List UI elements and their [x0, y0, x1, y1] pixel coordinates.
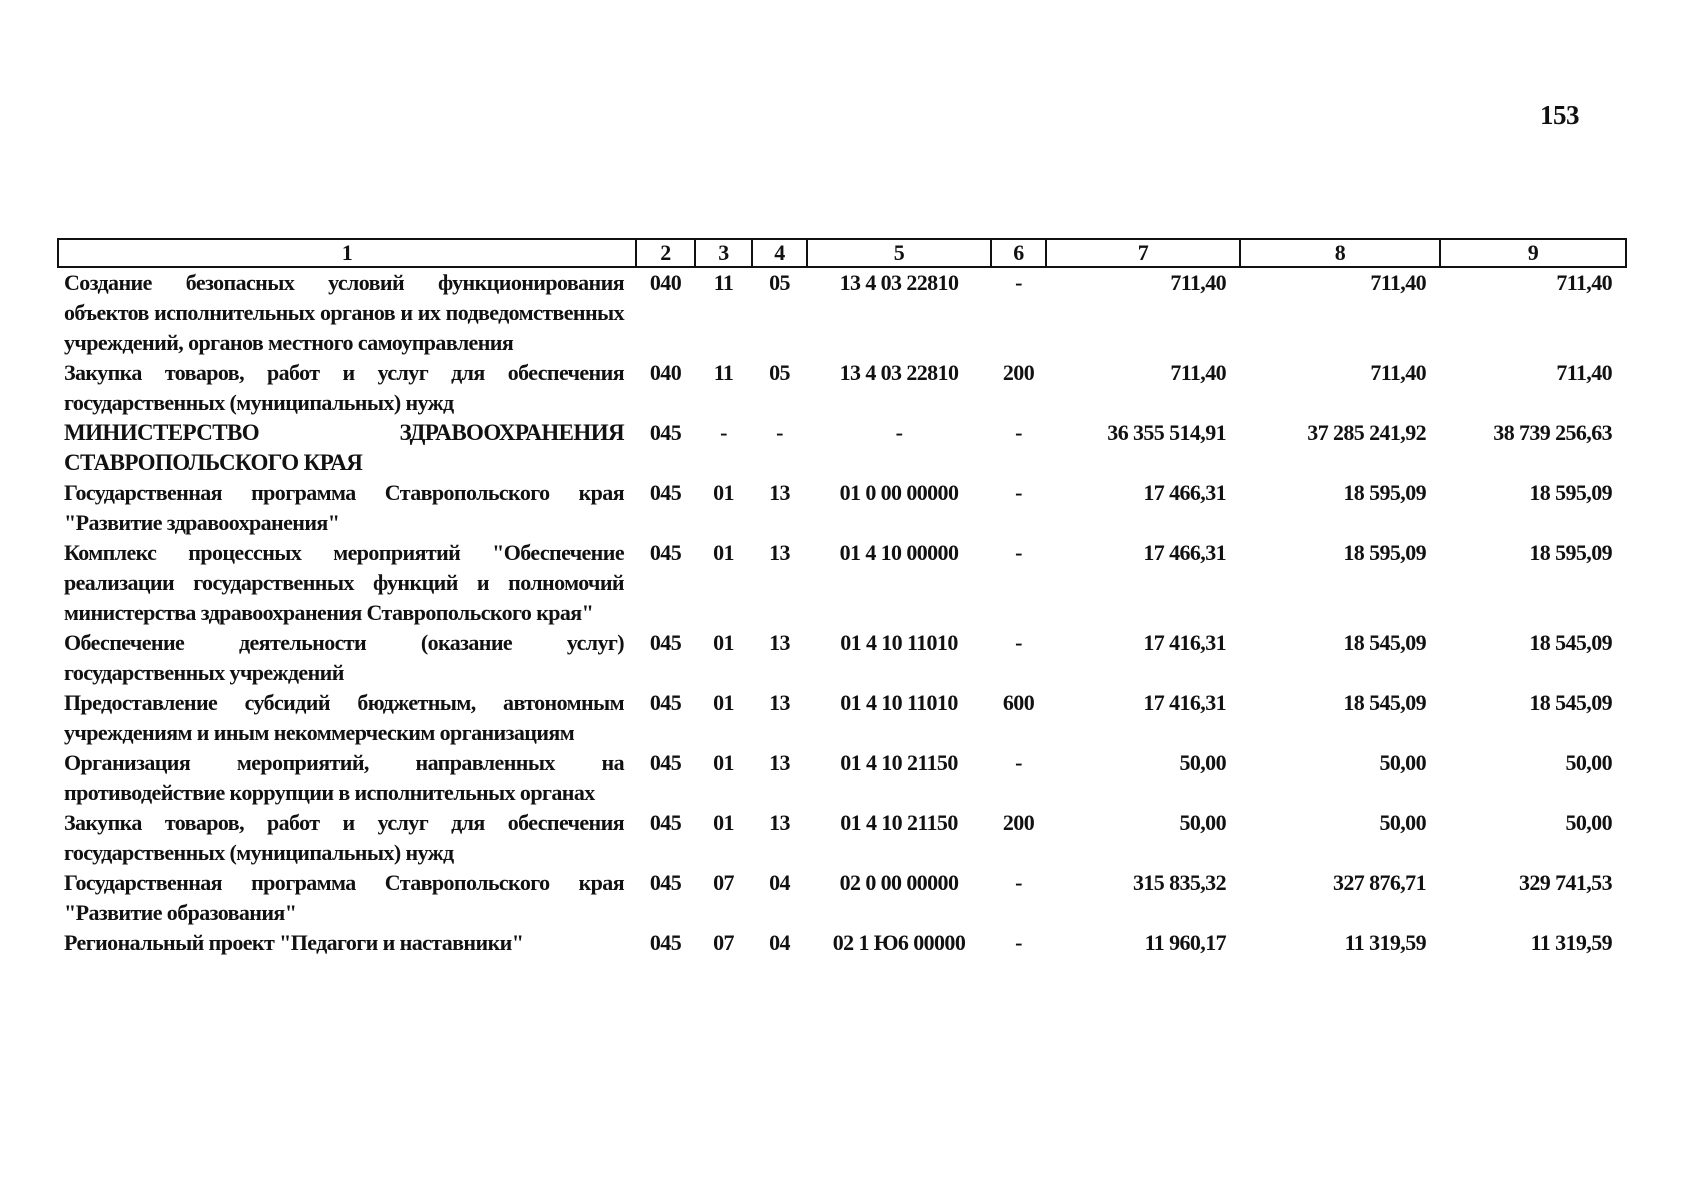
row-name: Государственная программа Ставропольского края "Развитие здравоохранения": [64, 480, 624, 535]
row-col-6: -: [1015, 540, 1022, 565]
row-col-4: 13: [769, 810, 790, 835]
row-col-5: 01 4 10 00000: [839, 540, 959, 565]
row-col-3: 01: [713, 810, 734, 835]
row-col-3: 01: [713, 540, 734, 565]
row-col-8: 50,00: [1379, 810, 1426, 835]
row-col-9: 18 545,09: [1529, 690, 1612, 715]
row-col-7: 50,00: [1179, 750, 1226, 775]
row-col-7: 17 466,31: [1143, 480, 1226, 505]
row-name: Закупка товаров, работ и услуг для обеспечения государственных (муниципальных) нужд: [64, 810, 624, 865]
row-col-2: 045: [649, 750, 682, 775]
table-row: [58, 928, 1626, 958]
table-row: [58, 418, 1626, 478]
row-col-5: 01 0 00 00000: [839, 480, 959, 505]
row-col-7: 17 416,31: [1143, 630, 1226, 655]
table-body: [58, 267, 1626, 958]
row-name: Комплекс процессных мероприятий "Обеспечение реализации государственных функций и полномочий министерства здравоохранения Ставропольского края": [64, 540, 624, 625]
header-col-3: 3: [695, 239, 752, 267]
row-col-6: 600: [1002, 690, 1035, 715]
table-header: [58, 239, 1626, 267]
row-col-7: 711,40: [1170, 270, 1226, 295]
row-col-3: 07: [713, 870, 734, 895]
row-col-5: 01 4 10 11010: [840, 630, 958, 655]
table-row: [58, 358, 1626, 418]
row-col-9: 18 595,09: [1529, 540, 1612, 565]
row-col-2: 040: [649, 270, 682, 295]
row-col-7: 315 835,32: [1132, 870, 1226, 895]
row-col-3: 01: [713, 690, 734, 715]
row-col-5: 01 4 10 11010: [840, 690, 958, 715]
row-col-8: 50,00: [1379, 750, 1426, 775]
budget-table: [57, 238, 1627, 958]
row-col-4: 13: [769, 480, 790, 505]
row-col-7: 36 355 514,91: [1107, 420, 1226, 445]
row-col-8: 18 545,09: [1343, 630, 1426, 655]
row-col-2: 045: [649, 870, 682, 895]
row-col-8: 37 285 241,92: [1307, 420, 1426, 445]
row-col-2: 045: [649, 810, 682, 835]
page-number: 153: [1540, 100, 1579, 130]
header-row: [58, 239, 1626, 267]
row-col-4: 13: [769, 690, 790, 715]
row-col-9: 18 545,09: [1529, 630, 1612, 655]
row-col-5: 01 4 10 21150: [840, 810, 958, 835]
row-col-7: 50,00: [1179, 810, 1226, 835]
row-col-3: -: [720, 420, 727, 445]
row-col-4: 13: [769, 540, 790, 565]
row-col-4: 05: [769, 270, 790, 295]
row-col-6: -: [1015, 870, 1022, 895]
row-col-7: 11 960,17: [1144, 930, 1226, 955]
row-name: Региональный проект "Педагоги и наставники": [64, 930, 524, 955]
table-row: [58, 267, 1626, 358]
header-col-7: 7: [1046, 239, 1240, 267]
row-col-7: 711,40: [1170, 360, 1226, 385]
row-col-9: 38 739 256,63: [1493, 420, 1612, 445]
row-name: Обеспечение деятельности (оказание услуг) государственных учреждений: [64, 630, 624, 685]
table-row: [58, 538, 1626, 628]
row-col-4: -: [776, 420, 783, 445]
row-col-4: 04: [769, 870, 790, 895]
row-col-4: 13: [769, 630, 790, 655]
row-col-8: 18 595,09: [1343, 540, 1426, 565]
row-col-2: 045: [649, 930, 682, 955]
row-col-8: 11 319,59: [1344, 930, 1426, 955]
row-name: Государственная программа Ставропольского края "Развитие образования": [64, 870, 624, 925]
row-col-4: 05: [769, 360, 790, 385]
row-col-3: 01: [713, 630, 734, 655]
row-col-2: 045: [649, 480, 682, 505]
row-col-9: 711,40: [1556, 360, 1612, 385]
row-col-6: -: [1015, 930, 1022, 955]
row-col-8: 711,40: [1370, 270, 1426, 295]
row-col-2: 045: [649, 420, 682, 445]
row-col-7: 17 416,31: [1143, 690, 1226, 715]
header-col-4: 4: [752, 239, 807, 267]
row-col-8: 327 876,71: [1332, 870, 1426, 895]
row-col-2: 045: [649, 540, 682, 565]
row-col-3: 07: [713, 930, 734, 955]
row-col-8: 18 595,09: [1343, 480, 1426, 505]
row-col-9: 711,40: [1556, 270, 1612, 295]
header-col-1: 1: [58, 239, 636, 267]
table-row: [58, 748, 1626, 808]
row-col-6: -: [1015, 630, 1022, 655]
row-col-9: 50,00: [1565, 810, 1612, 835]
row-col-2: 040: [649, 360, 682, 385]
row-col-3: 01: [713, 750, 734, 775]
row-col-6: -: [1015, 480, 1022, 505]
row-col-2: 045: [649, 630, 682, 655]
row-col-6: -: [1015, 270, 1022, 295]
header-col-9: 9: [1440, 239, 1626, 267]
row-col-6: 200: [1002, 810, 1035, 835]
row-col-5: 02 1 Ю6 00000: [832, 930, 966, 955]
row-col-8: 18 545,09: [1343, 690, 1426, 715]
row-col-2: 045: [649, 690, 682, 715]
table-row: [58, 808, 1626, 868]
row-col-3: 11: [713, 360, 734, 385]
row-col-5: -: [895, 420, 903, 445]
row-col-9: 18 595,09: [1529, 480, 1612, 505]
row-col-3: 11: [713, 270, 734, 295]
table-row: [58, 868, 1626, 928]
row-col-5: 01 4 10 21150: [840, 750, 958, 775]
row-col-5: 13 4 03 22810: [839, 360, 959, 385]
row-col-4: 13: [769, 750, 790, 775]
header-col-6: 6: [991, 239, 1046, 267]
row-col-6: -: [1015, 420, 1022, 445]
row-name: МИНИСТЕРСТВО ЗДРАВООХРАНЕНИЯ СТАВРОПОЛЬСКОГО КРАЯ: [64, 420, 624, 475]
table-row: [58, 628, 1626, 688]
header-col-5: 5: [807, 239, 991, 267]
row-col-6: -: [1015, 750, 1022, 775]
row-name: Закупка товаров, работ и услуг для обеспечения государственных (муниципальных) нужд: [64, 360, 624, 415]
table-row: [58, 478, 1626, 538]
table-row: [58, 688, 1626, 748]
row-col-4: 04: [769, 930, 790, 955]
row-name: Организация мероприятий, направленных на противодействие коррупции в исполнительных органах: [64, 750, 624, 805]
row-col-7: 17 466,31: [1143, 540, 1226, 565]
row-name: Создание безопасных условий функционирования объектов исполнительных органов и их подведомственных учреждений, органов местного самоуправления: [64, 270, 624, 355]
header-col-8: 8: [1240, 239, 1440, 267]
row-col-8: 711,40: [1370, 360, 1426, 385]
row-col-3: 01: [713, 480, 734, 505]
row-col-9: 11 319,59: [1530, 930, 1612, 955]
row-col-6: 200: [1002, 360, 1035, 385]
row-name: Предоставление субсидий бюджетным, автономным учреждениям и иным некоммерческим организациям: [64, 690, 624, 745]
row-col-5: 02 0 00 00000: [839, 870, 959, 895]
row-col-5: 13 4 03 22810: [839, 270, 959, 295]
row-col-9: 50,00: [1565, 750, 1612, 775]
row-col-9: 329 741,53: [1518, 870, 1612, 895]
header-col-2: 2: [636, 239, 695, 267]
